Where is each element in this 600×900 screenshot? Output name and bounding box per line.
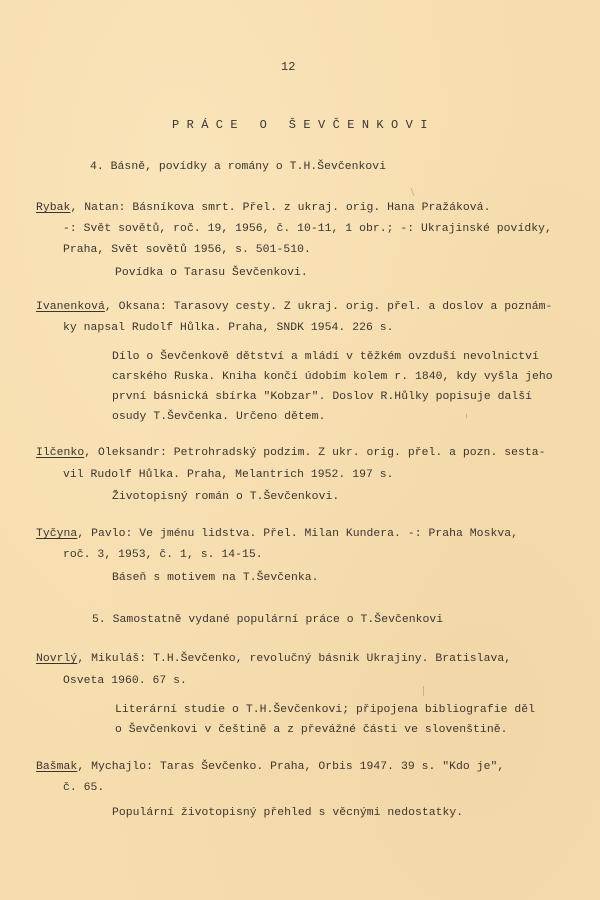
paper-speck-mark: [466, 414, 467, 418]
entry-line: Osveta 1960. 67 s.: [63, 675, 187, 687]
bibliography-entry-basmak: [36, 760, 504, 774]
page-title: PRÁCE O ŠEVČENKOVI: [172, 118, 435, 132]
section-heading-4: 4. Básně, povídky a romány o T.H.Ševčenkovi: [90, 161, 387, 173]
entry-author: Rybak: [36, 202, 71, 214]
entry-annotation: Literární studie o T.H.Ševčenkovi; připojena bibliografie děl: [115, 704, 536, 716]
entry-line: , Mikuláš: T.H.Ševčenko, revolučný básnik Ukrajiny. Bratislava,: [77, 653, 512, 665]
bibliography-entry-rybak: [36, 201, 490, 215]
paper-scratch-mark: [423, 686, 424, 696]
entry-annotation: Povídka o Tarasu Ševčenkovi.: [115, 267, 308, 279]
entry-annotation: osudy T.Ševčenka. Určeno dětem.: [112, 411, 326, 423]
entry-annotation: Báseň s motivem na T.Ševčenka.: [112, 572, 319, 584]
bibliography-entry-ivanenkova: [36, 300, 552, 314]
entry-line: , Mychajlo: Taras Ševčenko. Praha, Orbis 1947. 39 s. "Kdo je",: [77, 761, 505, 773]
entry-line: Praha, Svět sovětů 1956, s. 501-510.: [63, 244, 311, 256]
bibliography-entry-novrly: [36, 652, 511, 666]
entry-annotation: Životopisný román o T.Ševčenkovi.: [112, 491, 340, 503]
entry-line: , Natan: Básníkova smrt. Přel. z ukraj. orig. Hana Pražáková.: [70, 202, 491, 214]
page-number: 12: [281, 60, 296, 74]
entry-annotation: Populární životopisný přehled s věcnými nedostatky.: [112, 807, 464, 819]
entry-line: č. 65.: [63, 782, 105, 794]
entry-line: , Oleksandr: Petrohradský podzim. Z ukr. orig. přel. a pozn. sesta-: [84, 447, 546, 459]
entry-author: Novrlý: [36, 653, 78, 665]
bibliography-entry-ilcenko: [36, 446, 546, 460]
bibliography-entry-tycyna: [36, 527, 518, 541]
entry-author: Tyčyna: [36, 528, 78, 540]
entry-annotation: carského Ruska. Kniha končí údobím kolem r. 1840, kdy vyšla jeho: [112, 371, 553, 383]
entry-author: Ilčenko: [36, 447, 85, 459]
paper-scratch-mark: [411, 188, 415, 196]
entry-author: Ivanenková: [36, 301, 105, 313]
entry-annotation: o Ševčenkovi v češtině a z převážné části ve slovenštině.: [115, 724, 508, 736]
entry-line: vil Rudolf Hůlka. Praha, Melantrich 1952. 197 s.: [63, 469, 394, 481]
entry-author: Bašmak: [36, 761, 78, 773]
entry-annotation: první básnická sbírka "Kobzar". Doslov R.Hůlky popisuje další: [112, 391, 533, 403]
entry-line: , Pavlo: Ve jménu lidstva. Přel. Milan Kundera. -: Praha Moskva,: [77, 528, 518, 540]
entry-line: -: Svět sovětů, roč. 19, 1956, č. 10-11, 1 obr.; -: Ukrajinské povídky,: [63, 223, 552, 235]
section-heading-5: 5. Samostatně vydané populární práce o T.Ševčenkovi: [92, 614, 444, 626]
entry-line: roč. 3, 1953, č. 1, s. 14-15.: [63, 549, 263, 561]
entry-line: ky napsal Rudolf Hůlka. Praha, SNDK 1954. 226 s.: [63, 322, 394, 334]
entry-annotation: Dílo o Ševčenkově dětství a mládí v těžkém ovzduší nevolnictví: [112, 351, 539, 363]
entry-line: , Oksana: Tarasovy cesty. Z ukraj. orig. přel. a doslov a poznám-: [104, 301, 553, 313]
